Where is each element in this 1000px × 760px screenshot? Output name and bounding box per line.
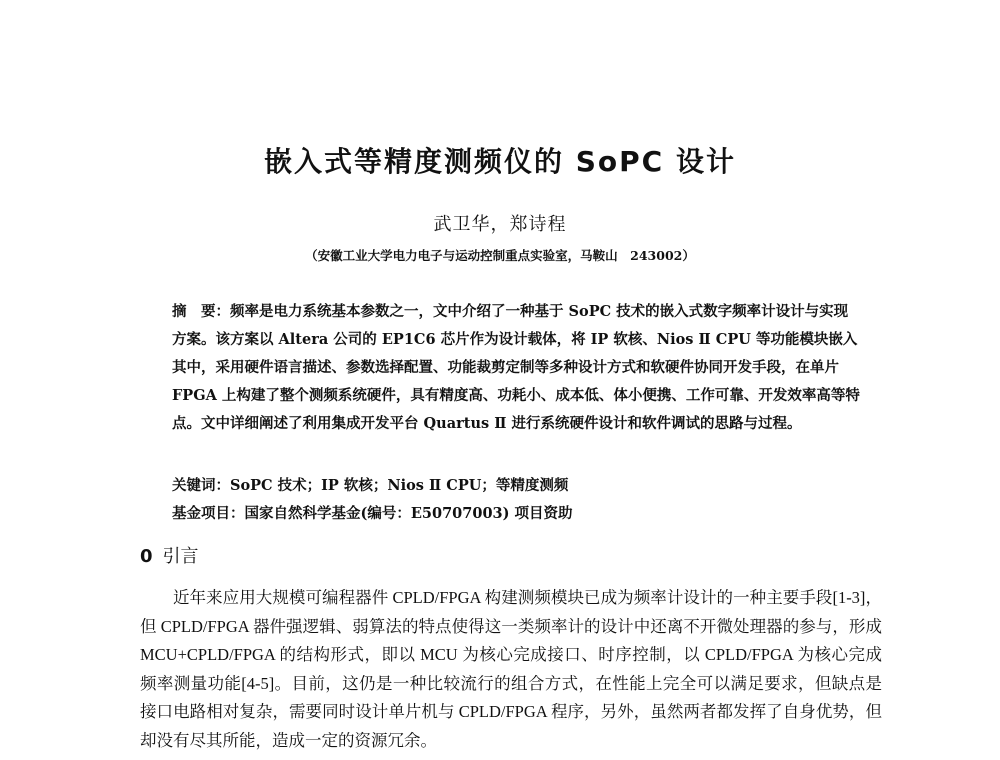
abstract-text: 频率是电力系统基本参数之一，文中介绍了一种基于 SoPC 技术的嵌入式数字频率计设计与实现方案。该方案以 Altera 公司的 EP1C6 芯片作为设计载体，将 IP 软核、Nios Ⅱ CPU 等功能模块嵌入其中，采用硬件语言描述、参数选择配置、功能裁剪定制等多种设计方式和软硬件协同开发手段，在单片 FPGA 上构建了整个测频系统硬件，具有精度高、功耗小、成本低、体小便携、工作可靠、开发效率高等特点。文中详细阐述了利用集成开发平台 Quartus Ⅱ 进行系统硬件设计和软件调试的思路与过程。 [172,303,860,432]
keywords-label: 关键词： [172,477,230,494]
paper-title: 嵌入式等精度测频仪的 SoPC 设计 [264,145,736,178]
keywords [172,474,862,495]
abstract [172,298,862,438]
affiliation: （安徽工业大学电力电子与运动控制重点实验室，马鞍山 243002） [305,248,695,263]
fund-label: 基金项目： [172,505,245,522]
intro-paragraph: 近年来应用大规模可编程器件 CPLD/FPGA 构建测频模块已成为频率计设计的一种主要手段[1-3]，但 CPLD/FPGA 器件强逻辑、弱算法的特点使得这一类频率计的设计中还离不开微处理器的参与，形成 MCU+CPLD/FPGA 的结构形式，即以 MCU 为核心完成接口、时序控制，以 CPLD/FPGA 为核心完成频率测量功能[4-5]。目前，这仍是一种比较流行的组合方式，在性能上完全可以满足要求，但缺点是接口电路相对复杂，需要同时设计单片机与 CPLD/FPGA 程序，另外，虽然两者都发挥了自身优势，但却没有尽其所能，造成一定的资源冗余。 [140,588,882,750]
authors: 武卫华，郑诗程 [433,214,567,235]
section-heading [140,542,199,568]
fund-text: 国家自然科学基金(编号：E50707003) 项目资助 [244,505,573,522]
fund [172,502,862,523]
abstract-label: 摘 要： [172,303,230,320]
keywords-text: SoPC 技术；IP 软核；Nios Ⅱ CPU；等精度测频 [230,477,569,494]
section-title: 引言 [162,546,199,567]
section-number: 0 [140,546,153,567]
